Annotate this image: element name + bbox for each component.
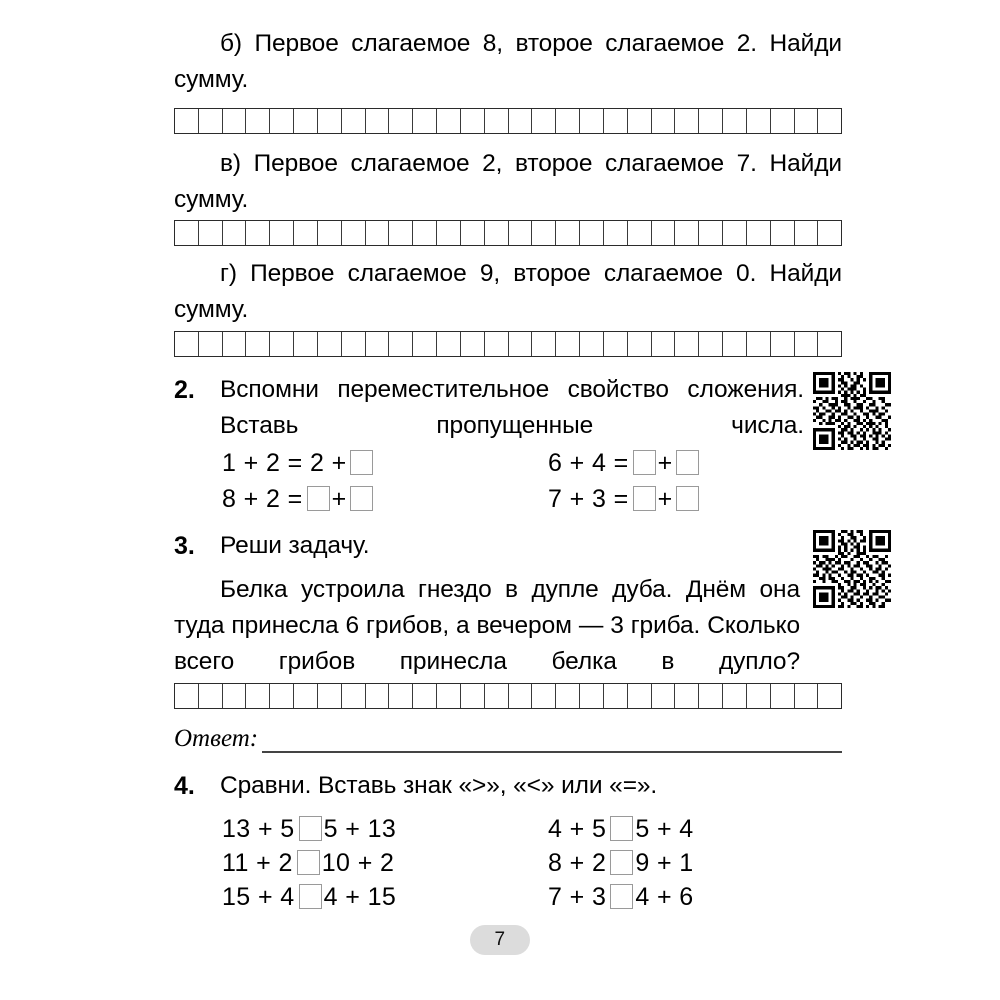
grid-cell[interactable] xyxy=(556,109,580,133)
grid-cell[interactable] xyxy=(818,109,841,133)
task-2-equation-left-1 xyxy=(222,448,376,478)
comparison-sign-box[interactable] xyxy=(610,816,633,841)
grid-cell[interactable] xyxy=(389,109,413,133)
grid-cell[interactable] xyxy=(437,221,461,245)
grid-cell[interactable] xyxy=(437,332,461,356)
comparison-left-operand: 15 + 4 xyxy=(222,883,295,911)
grid-cell[interactable] xyxy=(270,332,294,356)
answer-box[interactable] xyxy=(350,486,373,511)
task-4-comparison-right-1 xyxy=(548,814,694,844)
task-3-prompt: Реши задачу. xyxy=(220,532,370,559)
grid-cell[interactable] xyxy=(556,684,580,708)
grid-cell[interactable] xyxy=(818,332,841,356)
answer-box[interactable] xyxy=(633,450,656,475)
grid-cell[interactable] xyxy=(628,221,652,245)
task-2-equation-right-2 xyxy=(548,484,702,514)
answer-grid-strip-v[interactable] xyxy=(174,220,842,246)
grid-cell[interactable] xyxy=(175,684,199,708)
grid-cell[interactable] xyxy=(342,109,366,133)
eq-operator: + xyxy=(657,449,673,477)
grid-cell[interactable] xyxy=(246,684,270,708)
qr-task-2[interactable] xyxy=(813,372,891,450)
comparison-left-operand: 13 + 5 xyxy=(222,815,295,843)
comparison-right-operand: 5 + 13 xyxy=(323,815,397,843)
grid-cell[interactable] xyxy=(223,221,247,245)
answer-label: Ответ: xyxy=(174,725,259,752)
task-2-equation-right-1 xyxy=(548,448,702,478)
grid-cell[interactable] xyxy=(747,332,771,356)
grid-cell[interactable] xyxy=(556,221,580,245)
grid-cell[interactable] xyxy=(628,332,652,356)
answer-box[interactable] xyxy=(350,450,373,475)
comparison-sign-box[interactable] xyxy=(299,884,322,909)
grid-cell[interactable] xyxy=(294,109,318,133)
grid-cell[interactable] xyxy=(818,684,841,708)
comparison-sign-box[interactable] xyxy=(299,816,322,841)
grid-cell[interactable] xyxy=(580,221,604,245)
grid-cell[interactable] xyxy=(294,221,318,245)
comparison-right-operand: 4 + 15 xyxy=(323,883,397,911)
grid-cell[interactable] xyxy=(366,221,390,245)
grid-cell[interactable] xyxy=(580,109,604,133)
grid-cell[interactable] xyxy=(699,332,723,356)
grid-cell[interactable] xyxy=(199,109,223,133)
eq-text: 1 + 2 = 2 + xyxy=(222,449,347,477)
grid-cell[interactable] xyxy=(413,221,437,245)
grid-cell[interactable] xyxy=(795,221,819,245)
task-2-equation-left-2 xyxy=(222,484,376,514)
grid-cell[interactable] xyxy=(771,109,795,133)
task-4-number: 4. xyxy=(174,772,195,800)
grid-cell[interactable] xyxy=(556,332,580,356)
comparison-left-operand: 8 + 2 xyxy=(548,849,607,877)
grid-cell[interactable] xyxy=(437,684,461,708)
task-2-number: 2. xyxy=(174,376,195,404)
task-4-comparison-left-3 xyxy=(222,882,396,912)
grid-cell[interactable] xyxy=(246,332,270,356)
grid-cell[interactable] xyxy=(461,332,485,356)
grid-cell[interactable] xyxy=(223,109,247,133)
grid-cell[interactable] xyxy=(723,332,747,356)
page-number-badge: 7 xyxy=(470,925,530,955)
grid-cell[interactable] xyxy=(818,221,841,245)
grid-cell[interactable] xyxy=(485,109,509,133)
grid-cell[interactable] xyxy=(675,221,699,245)
grid-cell[interactable] xyxy=(175,221,199,245)
grid-cell[interactable] xyxy=(509,109,533,133)
grid-cell[interactable] xyxy=(366,684,390,708)
comparison-right-operand: 5 + 4 xyxy=(635,815,694,843)
grid-cell[interactable] xyxy=(413,332,437,356)
exercise-item-g: г) Первое слагаемое 9, второе слагаемое 0. Найди сумму. xyxy=(174,260,842,323)
task-4-comparison-right-2 xyxy=(548,848,694,878)
comparison-left-operand: 4 + 5 xyxy=(548,815,607,843)
task-4-prompt: Сравни. Вставь знак «>», «<» или «=». xyxy=(220,772,658,799)
grid-cell[interactable] xyxy=(246,221,270,245)
grid-cell[interactable] xyxy=(342,332,366,356)
answer-box[interactable] xyxy=(676,450,699,475)
grid-cell[interactable] xyxy=(580,332,604,356)
grid-cell[interactable] xyxy=(270,109,294,133)
grid-cell[interactable] xyxy=(604,684,628,708)
grid-cell[interactable] xyxy=(675,332,699,356)
grid-cell[interactable] xyxy=(604,221,628,245)
eq-text: 6 + 4 = xyxy=(548,449,629,477)
grid-cell[interactable] xyxy=(747,109,771,133)
grid-cell[interactable] xyxy=(318,109,342,133)
comparison-left-operand: 11 + 2 xyxy=(222,849,293,877)
grid-cell[interactable] xyxy=(604,332,628,356)
grid-cell[interactable] xyxy=(604,109,628,133)
grid-cell[interactable] xyxy=(437,109,461,133)
grid-cell[interactable] xyxy=(223,684,247,708)
answer-grid-strip-task-3[interactable] xyxy=(174,683,842,709)
task-2-prompt: Вспомни переместительное свойство сложения. Вставь пропущенные числа. xyxy=(220,376,804,439)
grid-cell[interactable] xyxy=(246,109,270,133)
grid-cell[interactable] xyxy=(532,109,556,133)
answer-grid-strip-g[interactable] xyxy=(174,331,842,357)
grid-cell[interactable] xyxy=(628,109,652,133)
answer-write-line[interactable] xyxy=(262,751,842,753)
comparison-right-operand: 10 + 2 xyxy=(321,849,395,877)
grid-cell[interactable] xyxy=(699,684,723,708)
grid-cell[interactable] xyxy=(294,332,318,356)
answer-grid-strip-b[interactable] xyxy=(174,108,842,134)
grid-cell[interactable] xyxy=(318,332,342,356)
task-4-comparison-left-1 xyxy=(222,814,396,844)
grid-cell[interactable] xyxy=(485,332,509,356)
grid-cell[interactable] xyxy=(389,684,413,708)
eq-text: 7 + 3 = xyxy=(548,485,629,513)
grid-cell[interactable] xyxy=(747,684,771,708)
grid-cell[interactable] xyxy=(723,684,747,708)
comparison-right-operand: 4 + 6 xyxy=(635,883,694,911)
grid-cell[interactable] xyxy=(270,221,294,245)
grid-cell[interactable] xyxy=(771,221,795,245)
grid-cell[interactable] xyxy=(413,109,437,133)
grid-cell[interactable] xyxy=(795,684,819,708)
grid-cell[interactable] xyxy=(389,221,413,245)
comparison-right-operand: 9 + 1 xyxy=(635,849,694,877)
grid-cell[interactable] xyxy=(485,684,509,708)
grid-cell[interactable] xyxy=(509,332,533,356)
grid-cell[interactable] xyxy=(199,221,223,245)
grid-cell[interactable] xyxy=(175,332,199,356)
answer-line xyxy=(174,724,842,758)
grid-cell[interactable] xyxy=(699,221,723,245)
comparison-sign-box[interactable] xyxy=(297,850,320,875)
grid-cell[interactable] xyxy=(652,109,676,133)
grid-cell[interactable] xyxy=(509,221,533,245)
exercise-item-v: в) Первое слагаемое 2, второе слагаемое 7. Найди сумму. xyxy=(174,150,842,213)
task-3 xyxy=(174,528,842,564)
grid-cell[interactable] xyxy=(199,332,223,356)
task-3-number: 3. xyxy=(174,532,195,560)
grid-cell[interactable] xyxy=(366,332,390,356)
grid-cell[interactable] xyxy=(795,109,819,133)
task-3-problem-text: Белка устроила гнездо в дупле дуба. Днём она туда принесла 6 грибов, а вечером — 3 гриба. Сколько всего грибов принесла белка в дупло? xyxy=(174,576,800,675)
grid-cell[interactable] xyxy=(675,109,699,133)
comparison-sign-box[interactable] xyxy=(610,884,633,909)
grid-cell[interactable] xyxy=(318,684,342,708)
grid-cell[interactable] xyxy=(389,332,413,356)
grid-cell[interactable] xyxy=(652,684,676,708)
answer-box[interactable] xyxy=(633,486,656,511)
grid-cell[interactable] xyxy=(461,684,485,708)
grid-cell[interactable] xyxy=(485,221,509,245)
grid-cell[interactable] xyxy=(318,221,342,245)
comparison-sign-box[interactable] xyxy=(610,850,633,875)
grid-cell[interactable] xyxy=(413,684,437,708)
grid-cell[interactable] xyxy=(795,332,819,356)
grid-cell[interactable] xyxy=(461,221,485,245)
grid-cell[interactable] xyxy=(652,332,676,356)
qr-task-3[interactable] xyxy=(813,530,891,608)
grid-cell[interactable] xyxy=(270,684,294,708)
grid-cell[interactable] xyxy=(747,221,771,245)
grid-cell[interactable] xyxy=(532,684,556,708)
task-4-comparison-left-2 xyxy=(222,848,394,878)
grid-cell[interactable] xyxy=(580,684,604,708)
eq-operator: + xyxy=(331,485,347,513)
grid-cell[interactable] xyxy=(699,109,723,133)
grid-cell[interactable] xyxy=(175,109,199,133)
eq-operator: + xyxy=(657,485,673,513)
task-4 xyxy=(174,768,842,804)
grid-cell[interactable] xyxy=(366,109,390,133)
grid-cell[interactable] xyxy=(461,109,485,133)
grid-cell[interactable] xyxy=(723,109,747,133)
task-4-comparison-right-3 xyxy=(548,882,694,912)
eq-text: 8 + 2 = xyxy=(222,485,303,513)
answer-box[interactable] xyxy=(676,486,699,511)
grid-cell[interactable] xyxy=(199,684,223,708)
grid-cell[interactable] xyxy=(294,684,318,708)
grid-cell[interactable] xyxy=(532,332,556,356)
grid-cell[interactable] xyxy=(723,221,747,245)
grid-cell[interactable] xyxy=(509,684,533,708)
grid-cell[interactable] xyxy=(223,332,247,356)
answer-box[interactable] xyxy=(307,486,330,511)
exercise-item-b: б) Первое слагаемое 8, второе слагаемое 2. Найди сумму. xyxy=(174,30,842,93)
grid-cell[interactable] xyxy=(342,684,366,708)
comparison-left-operand: 7 + 3 xyxy=(548,883,607,911)
grid-cell[interactable] xyxy=(771,684,795,708)
grid-cell[interactable] xyxy=(628,684,652,708)
grid-cell[interactable] xyxy=(532,221,556,245)
grid-cell[interactable] xyxy=(342,221,366,245)
grid-cell[interactable] xyxy=(652,221,676,245)
grid-cell[interactable] xyxy=(675,684,699,708)
grid-cell[interactable] xyxy=(771,332,795,356)
